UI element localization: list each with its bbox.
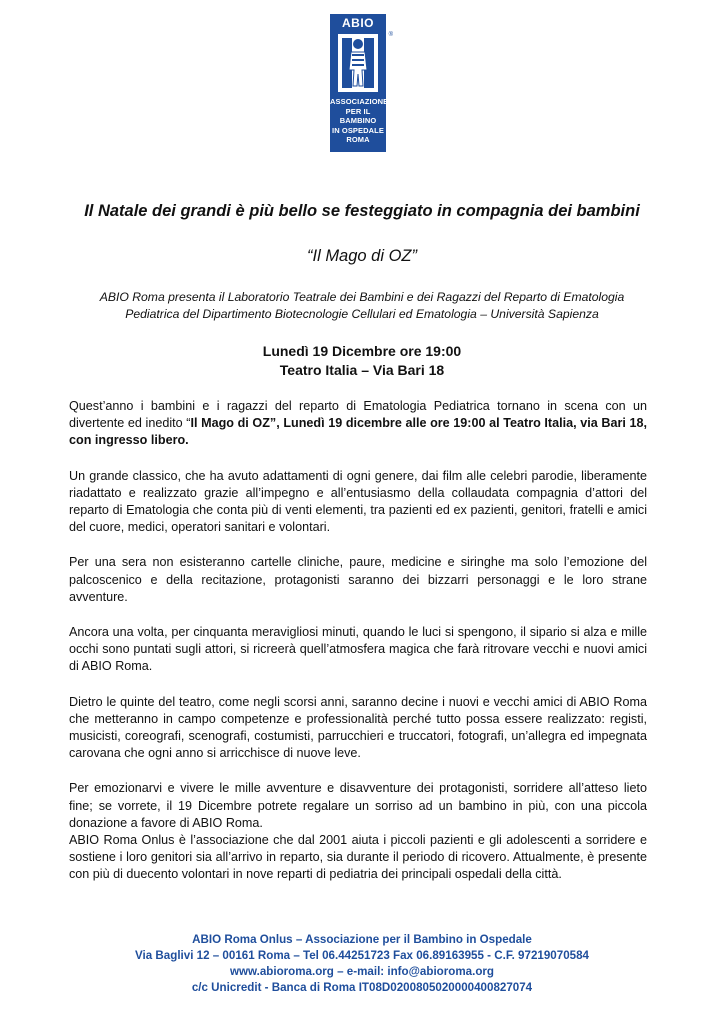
paragraph-5: Dietro le quinte del teatro, come negli scorsi anni, saranno decine i nuovi e vecchi amici di ABIO Roma che metteranno in campo competenze e professionalità perché tutto possa essere realizzato: registi, musicisti, coreografi, scenografi, costumisti, parrucchieri e truccatori, fotografi, un’allegra ed impegnata carovana che ogni anno si arricchisce di nuove leve.	[69, 694, 647, 761]
registered-mark-icon: ®	[388, 32, 393, 38]
body-text	[69, 398, 647, 884]
footer	[0, 932, 724, 996]
event-venue: Teatro Italia – Via Bari 18	[279, 362, 445, 378]
presents-block	[60, 289, 664, 323]
logo-brand: ABIO	[342, 16, 374, 30]
paragraph-2: Un grande classico, che ha avuto adattamenti di ogni genere, dai film alle celebri parodie, liberamente riadattato e realizzato grazie all’impegno e all’entusiasmo della collaudata compagnia d’attori del reparto di Ematologia che conta più di venti elementi, tra pazienti ed ex pazienti, genitori, fratelli e amici del cuore, medici, operatori sanitari e volontari.	[69, 468, 647, 535]
footer-web-email: www.abioroma.org – e-mail: info@abioroma.org	[229, 965, 495, 978]
paragraph-1	[69, 398, 647, 450]
headline: Il Natale dei grandi è più bello se festeggiato in compagnia dei bambini	[84, 202, 640, 220]
presents-line-1: ABIO Roma presenta il Laboratorio Teatrale dei Bambini e dei Ragazzi del Reparto di Ematologia	[99, 290, 625, 304]
child-figure-icon	[336, 32, 380, 94]
event-date-time: Lunedì 19 Dicembre ore 19:00	[262, 343, 462, 359]
footer-bank: c/c Unicredit - Banca di Roma IT08D0200805020000400827074	[191, 981, 533, 994]
abio-logo	[330, 14, 393, 152]
presents-line-2: Pediatrica del Dipartimento Biotecnologie Cellulari ed Ematologia – Università Sapienza	[125, 307, 599, 321]
paragraph-4: Ancora una volta, per cinquanta meravigliosi minuti, quando le luci si spengono, il sipario si alza e mille occhi sono puntati sugli attori, si ricreerà quell’atmosfera magica che farà ritrovare vecchi e nuovi amici di ABIO Roma.	[69, 625, 647, 674]
logo-line-2: PER IL BAMBINO	[339, 106, 377, 125]
paragraph-3: Per una sera non esisteranno cartelle cliniche, paure, medicine e siringhe ma solo l’emozione del palcoscenico e della recitazione, protagonisti saranno dei bizzarri personaggi e le loro strane avventure.	[69, 555, 647, 604]
event-details	[0, 342, 724, 380]
paragraph-1-bold: Il Mago di OZ”, Lunedì 19 dicembre alle ore 19:00 al Teatro Italia, via Bari 18, con ingresso libero.	[69, 416, 647, 448]
paragraph-6: Per emozionarvi e vivere le mille avventure e disavventure dei protagonisti, sorridere all’atteso lieto fine; se vorrete, il 19 Dicembre potrete regalare un sorriso ad un bambino in più, con una piccola donazione a favore di ABIO Roma.	[69, 781, 647, 830]
show-title: “Il Mago di OZ”	[306, 247, 418, 265]
footer-org: ABIO Roma Onlus – Associazione per il Bambino in Ospedale	[192, 933, 532, 946]
logo-line-4: ROMA	[346, 135, 370, 144]
footer-address: Via Baglivi 12 – 00161 Roma – Tel 06.44251723 Fax 06.89163955 - C.F. 97219070584	[135, 949, 589, 962]
logo-line-3: IN OSPEDALE	[332, 125, 384, 135]
logo-line-1: ASSOCIAZIONE	[330, 97, 389, 106]
paragraph-1-text: Quest’anno i bambini e i ragazzi del reparto di Ematologia Pediatrica tornano in scena con un divertente ed inedito “	[69, 399, 647, 431]
paragraph-7: ABIO Roma Onlus è l’associazione che dal 2001 aiuta i piccoli pazienti e gli adolescenti a sorridere e sostiene i loro genitori sia all’arrivo in reparto, sia durante il periodo di ricovero. Attualmente, è presente con più di duecento volontari in nove reparti di pediatria dei principali ospedali della città.	[69, 833, 647, 882]
